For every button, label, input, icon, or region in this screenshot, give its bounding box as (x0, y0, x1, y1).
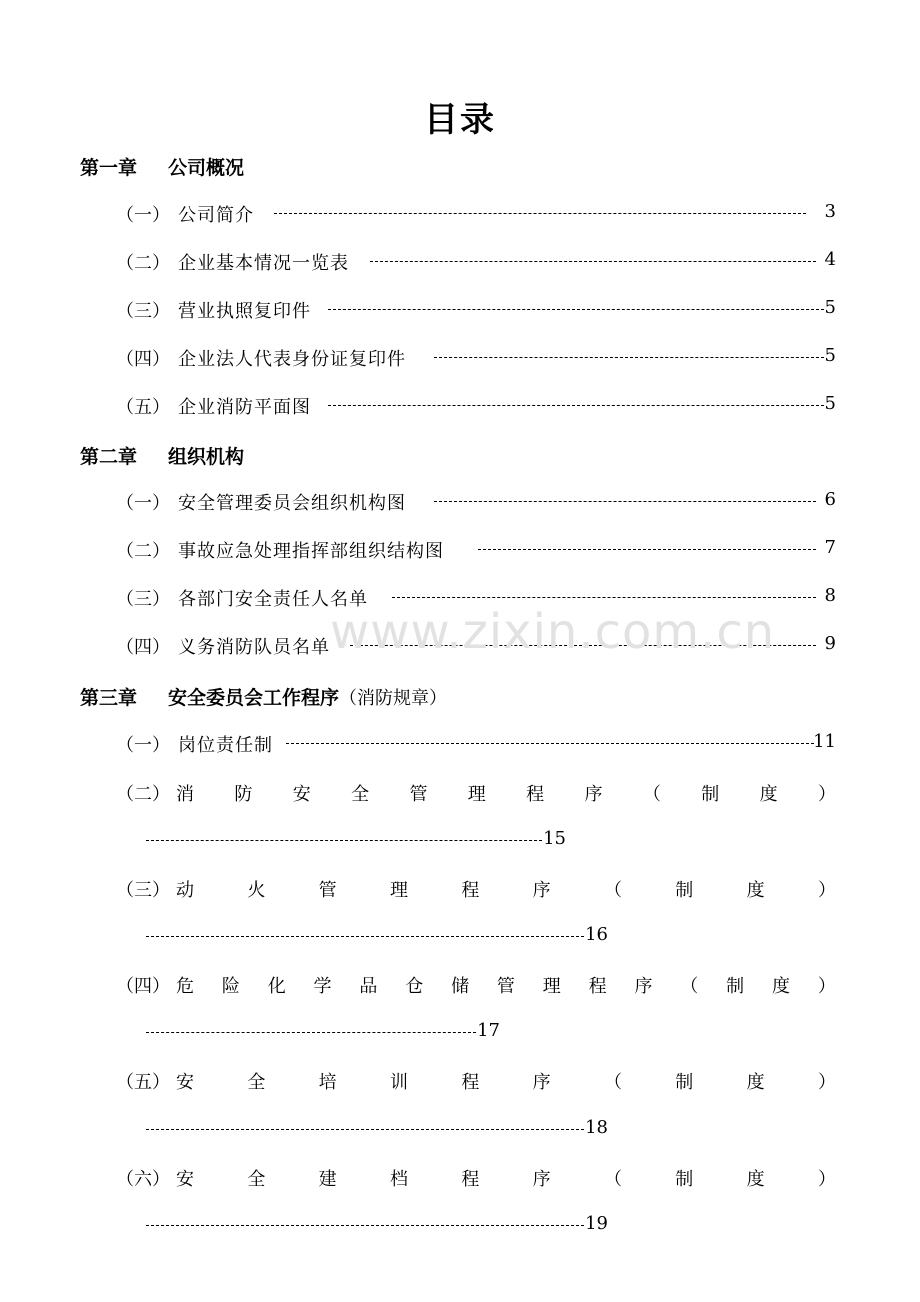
chapter-1-heading (80, 153, 244, 180)
entry-index: （五） (116, 397, 170, 418)
entry-page: 5 (824, 297, 836, 318)
entry-title-char: 程 (526, 784, 545, 805)
entry-title-char: 制 (726, 976, 745, 997)
entry-index: （一） (116, 493, 170, 514)
entry-title-char: 度 (746, 1072, 765, 1093)
entry-title-char: 度 (771, 976, 790, 997)
entry-title-char: ） (817, 784, 836, 805)
toc-entry[interactable] (116, 489, 836, 517)
leader-dots (328, 405, 824, 406)
entry-page: 6 (824, 489, 836, 510)
entry-title-char: 序 (584, 784, 603, 805)
entry-title-char: 动 (176, 880, 194, 901)
entry-title-char: 管 (496, 976, 515, 997)
entry-title-char: 程 (461, 1072, 480, 1093)
leader-dots (146, 1129, 584, 1130)
entry-title-char: 安 (176, 1072, 194, 1093)
entry-continuation (146, 924, 608, 952)
chapter-number: 第三章 (80, 687, 138, 709)
leader-dots (146, 840, 542, 841)
toc-entry[interactable] (116, 297, 836, 325)
entry-title-char: 培 (318, 1072, 337, 1093)
entry-page: 17 (477, 1020, 500, 1041)
entry-title: 营业执照复印件 (178, 301, 311, 322)
watermark: www.zixin.com.cn (330, 604, 776, 660)
entry-title-char: 储 (451, 976, 470, 997)
entry-title-char: 安 (292, 784, 311, 805)
entry-title-char: 理 (542, 976, 561, 997)
entry-page: 15 (543, 828, 566, 849)
entry-title: 企业法人代表身份证复印件 (178, 349, 406, 370)
entry-title: 各部门安全责任人名单 (178, 589, 368, 610)
entry-index: （三） (116, 589, 170, 610)
chapter-name: 公司概况 (168, 157, 245, 179)
entry-title-char: ） (817, 1169, 836, 1190)
entry-title-char: （ (603, 880, 622, 901)
entry-page: 19 (585, 1213, 608, 1234)
entry-title-char: （ (603, 1072, 622, 1093)
entry-title-char: 险 (221, 976, 240, 997)
leader-dots (478, 549, 816, 550)
entry-title-char: （ (680, 976, 699, 997)
entry-continuation (146, 1020, 500, 1048)
entry-title-char: 化 (267, 976, 286, 997)
entry-index: （二） (116, 784, 170, 805)
entry-title-char: 管 (318, 880, 337, 901)
entry-title-char: 制 (675, 880, 694, 901)
page-title: 目录 (424, 100, 496, 140)
entry-page: 4 (824, 249, 836, 270)
entry-title-char: ） (817, 1072, 836, 1093)
entry-title-char: 序 (532, 1072, 551, 1093)
leader-dots (370, 261, 816, 262)
entry-continuation (146, 1117, 608, 1145)
entry-title-char: 全 (351, 784, 370, 805)
entry-title-char: 理 (467, 784, 486, 805)
entry-page: 11 (813, 731, 836, 752)
toc-entry[interactable] (116, 393, 836, 421)
entry-title-spread[interactable] (176, 1165, 836, 1191)
entry-title-char: ） (817, 976, 836, 997)
entry-title-char: 全 (247, 1072, 266, 1093)
entry-index: （三） (116, 301, 170, 322)
entry-page: 18 (585, 1117, 608, 1138)
entry-index: （三） (116, 880, 170, 901)
entry-title-spread[interactable] (176, 972, 836, 998)
entry-title-char: 程 (461, 880, 480, 901)
entry-title-char: ） (817, 880, 836, 901)
entry-index: （六） (116, 1169, 170, 1190)
entry-title: 企业基本情况一览表 (178, 253, 349, 274)
toc-entry[interactable] (116, 345, 836, 373)
chapter-2-heading (80, 442, 244, 469)
entry-index: （五） (116, 1072, 170, 1093)
entry-title-spread[interactable] (176, 1068, 836, 1094)
entry-title: 公司简介 (178, 205, 254, 226)
leader-dots (392, 597, 816, 598)
entry-index: （四） (116, 349, 170, 370)
entry-continuation (146, 1213, 608, 1241)
leader-dots (434, 501, 816, 502)
entry-title-char: 学 (313, 976, 332, 997)
entry-page: 8 (824, 585, 836, 606)
entry-title: 岗位责任制 (178, 735, 273, 756)
entry-index: （二） (116, 253, 170, 274)
entry-title: 事故应急处理指挥部组织结构图 (178, 541, 444, 562)
entry-title-char: 建 (318, 1169, 337, 1190)
entry-title-char: 程 (588, 976, 607, 997)
entry-page: 5 (824, 393, 836, 414)
entry-title-char: 档 (389, 1169, 408, 1190)
toc-entry[interactable] (116, 731, 836, 759)
toc-entry[interactable] (116, 537, 836, 565)
entry-title: 义务消防队员名单 (178, 637, 330, 658)
entry-title-char: 序 (634, 976, 653, 997)
entry-page: 9 (824, 633, 836, 654)
entry-title: 企业消防平面图 (178, 397, 311, 418)
leader-dots (328, 309, 824, 310)
leader-dots (146, 936, 584, 937)
entry-title-char: 度 (746, 880, 765, 901)
entry-title-char: 制 (701, 784, 720, 805)
entry-index: （二） (116, 541, 170, 562)
entry-title-char: 品 (359, 976, 378, 997)
entry-index: （四） (116, 976, 170, 997)
leader-dots (146, 1225, 584, 1226)
entry-title-char: 度 (759, 784, 778, 805)
leader-dots (434, 357, 824, 358)
entry-index: （一） (116, 205, 170, 226)
entry-title-char: 序 (532, 880, 551, 901)
toc-entry[interactable] (116, 249, 836, 277)
entry-title-char: 安 (176, 1169, 194, 1190)
entry-title: 安全管理委员会组织机构图 (178, 493, 406, 514)
entry-title-char: 序 (532, 1169, 551, 1190)
entry-page: 3 (824, 201, 836, 222)
entry-title-char: 制 (675, 1072, 694, 1093)
chapter-number: 第一章 (80, 157, 138, 179)
leader-dots (146, 1032, 476, 1033)
entry-title-char: 火 (247, 880, 266, 901)
entry-title-char: （ (642, 784, 661, 805)
entry-title-char: 程 (461, 1169, 480, 1190)
entry-title-char: 消 (176, 784, 194, 805)
chapter-name: 安全委员会工作程序 (168, 687, 340, 709)
entry-page: 16 (585, 924, 608, 945)
entry-continuation (146, 828, 566, 856)
entry-page: 5 (824, 345, 836, 366)
chapter-note: （消防规章） (339, 688, 448, 709)
entry-title-char: 防 (234, 784, 253, 805)
entry-title-spread[interactable] (176, 780, 836, 806)
entry-title-char: 训 (389, 1072, 408, 1093)
entry-title-char: 理 (389, 880, 408, 901)
chapter-3-heading (80, 683, 447, 710)
entry-title-char: 全 (247, 1169, 266, 1190)
entry-title-char: 管 (409, 784, 428, 805)
chapter-name: 组织机构 (168, 446, 245, 468)
entry-title-char: 度 (746, 1169, 765, 1190)
entry-title-char: 制 (675, 1169, 694, 1190)
entry-page: 7 (824, 537, 836, 558)
chapter-number: 第二章 (80, 446, 138, 468)
entry-index: （一） (116, 735, 170, 756)
leader-dots (286, 743, 814, 744)
toc-entry[interactable] (116, 201, 836, 229)
entry-title-char: 仓 (405, 976, 424, 997)
entry-title-spread[interactable] (176, 876, 836, 902)
entry-index: （四） (116, 637, 170, 658)
entry-title-char: （ (603, 1169, 622, 1190)
leader-dots (274, 213, 806, 214)
entry-title-char: 危 (176, 976, 194, 997)
